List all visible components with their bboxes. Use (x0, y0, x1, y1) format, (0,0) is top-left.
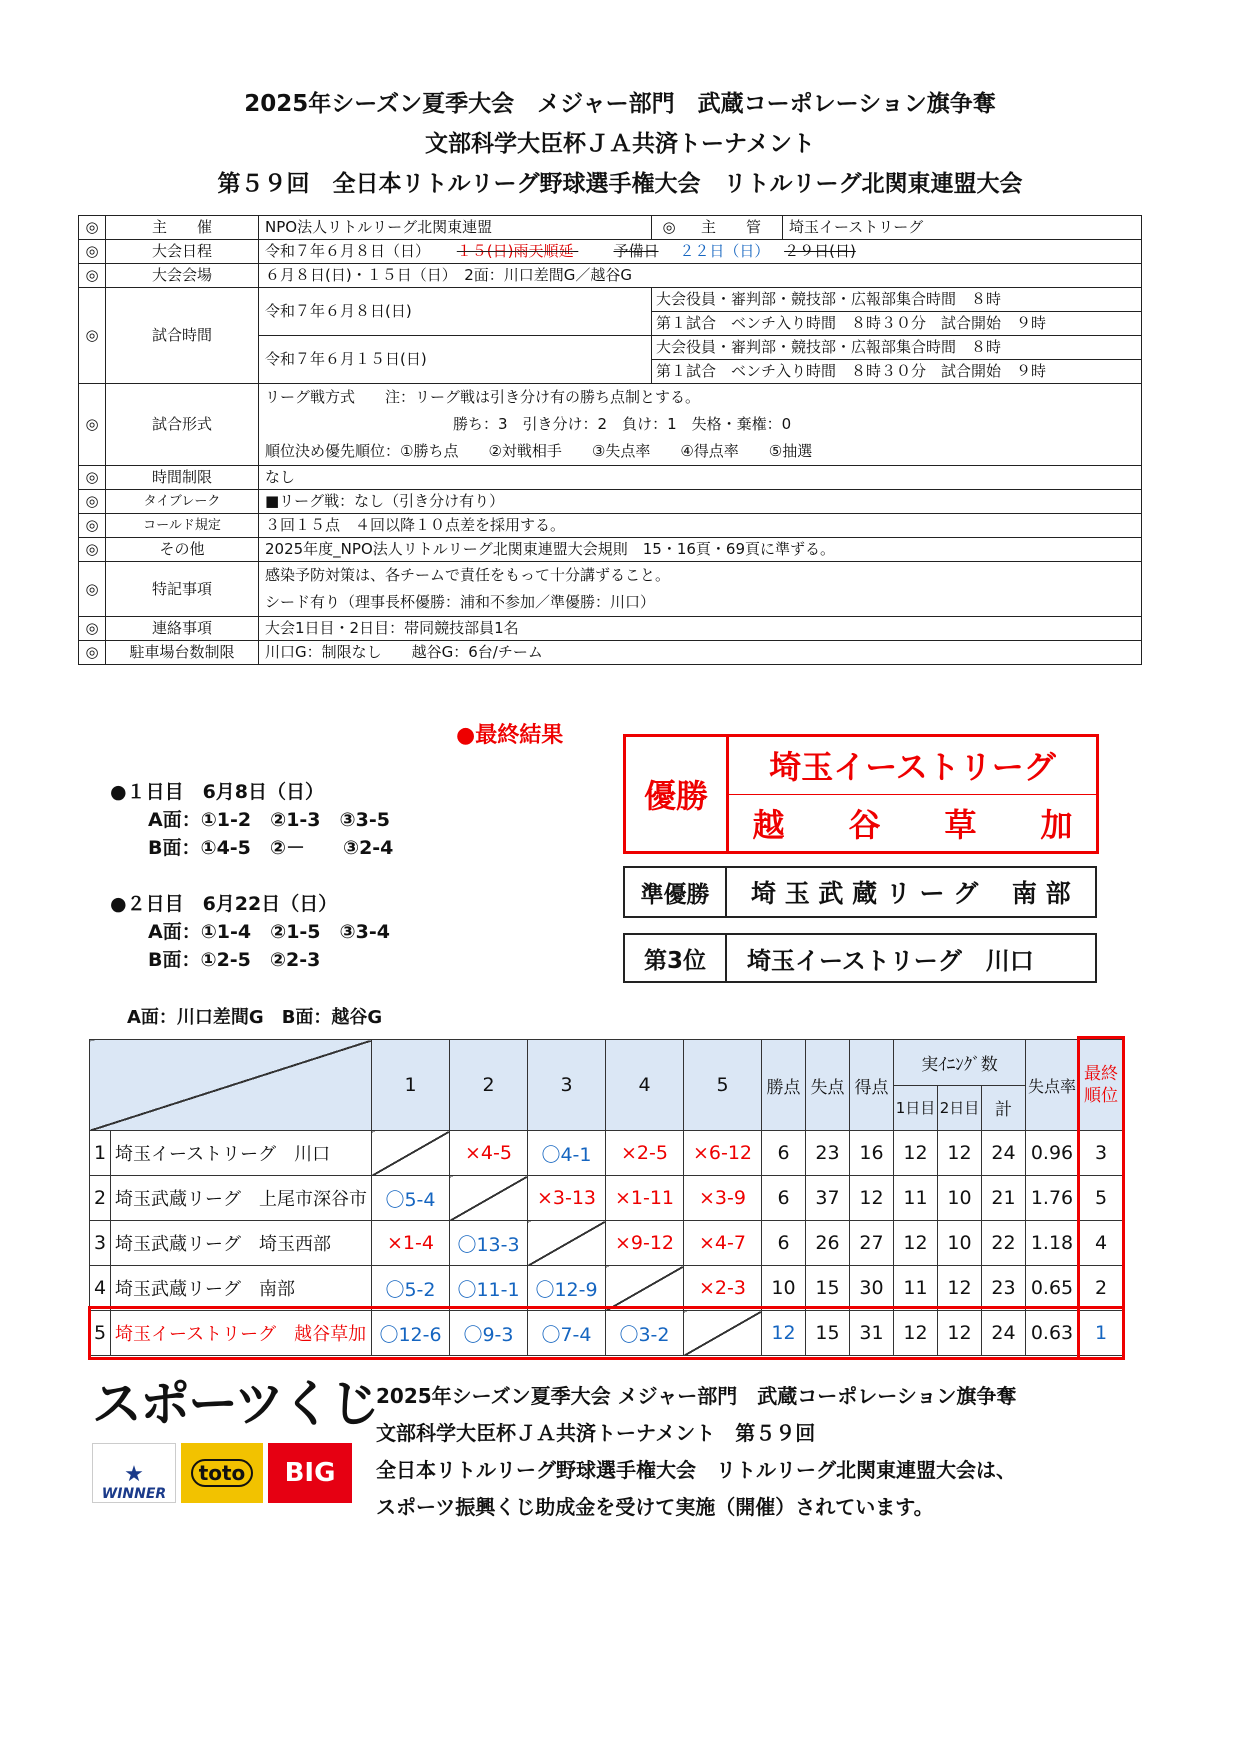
header-innings: 実ｲﾆﾝｸﾞ数 (894, 1040, 1026, 1086)
mark: ◎ (79, 288, 106, 384)
innings-day2: 12 (938, 1266, 982, 1311)
day1-field-b: B面：①4-5 ②－ ③2-4 (148, 837, 394, 859)
match-result: ×6-12 (684, 1131, 762, 1176)
day1-field-a: A面：①1-2 ②1-3 ③3-5 (148, 809, 390, 831)
date-value (259, 240, 1142, 264)
time-label: 試合時間 (106, 288, 259, 384)
run-rate: 1.18 (1026, 1221, 1079, 1266)
team-name: 埼玉イーストリーグ 川口 (111, 1131, 372, 1176)
innings-total: 22 (982, 1221, 1026, 1266)
limit-label: 時間制限 (106, 466, 259, 490)
mark: ◎ (79, 538, 106, 562)
time-day1: 令和７年６月８日(日) (259, 288, 652, 336)
date-main: 令和７年６月８日（日） (265, 242, 431, 260)
grant-line-2: 文部科学大臣杯ＪＡ共済トーナメント 第５９回 (376, 1421, 816, 1445)
notes-label: 特記事項 (106, 562, 259, 617)
organizer-label-cell (652, 216, 783, 240)
strike-line (574, 240, 614, 263)
match-result: 〇5-4 (372, 1176, 450, 1221)
header-col-4: 4 (606, 1040, 684, 1131)
champion-label: 優勝 (626, 737, 729, 851)
team-name: 埼玉武蔵リーグ 埼玉西部 (111, 1221, 372, 1266)
champion-team-league: 埼玉イーストリーグ (729, 737, 1096, 795)
runs-allowed: 15 (806, 1266, 850, 1311)
match-result: 〇3-2 (606, 1311, 684, 1356)
table-row (90, 1221, 1124, 1266)
logo-wordmark: スポーツくじ (92, 1375, 378, 1433)
called-label: コールド規定 (106, 514, 259, 538)
innings-day1: 12 (894, 1131, 938, 1176)
sports-lottery-logo (92, 1375, 378, 1503)
innings-day2: 10 (938, 1176, 982, 1221)
day1-heading: ●１日目 6月8日（日） (110, 781, 325, 803)
run-rate: 0.65 (1026, 1266, 1079, 1311)
header-runs-scored: 得点 (850, 1040, 894, 1131)
mark: ◎ (662, 218, 676, 236)
self-match-cell (528, 1221, 606, 1266)
other-value: 2025年度_NPO法人リトルリーグ北関東連盟大会規則 15・16頁・69頁に準ずる。 (259, 538, 1142, 562)
innings-day2: 12 (938, 1131, 982, 1176)
innings-day1: 12 (894, 1311, 938, 1356)
row-number: 2 (90, 1176, 111, 1221)
title-line-2: 文部科学大臣杯ＪＡ共済トーナメント (424, 131, 816, 157)
row-number: 4 (90, 1266, 111, 1311)
runs-scored: 16 (850, 1131, 894, 1176)
match-result: 〇9-3 (450, 1311, 528, 1356)
table-row (90, 1266, 1124, 1311)
other-label: その他 (106, 538, 259, 562)
points: 12 (762, 1311, 806, 1356)
self-match-cell (450, 1176, 528, 1221)
mark: ◎ (79, 466, 106, 490)
third-place-team: 埼玉イーストリーグ 川口 (747, 946, 1034, 975)
row-number: 3 (90, 1221, 111, 1266)
mark: ◎ (79, 240, 106, 264)
header-points: 勝点 (762, 1040, 806, 1131)
self-match-cell (372, 1131, 450, 1176)
header-day2: 2日目 (938, 1085, 982, 1131)
date-struck: ２９日(日) (784, 242, 856, 260)
star-icon: ★ (124, 1462, 144, 1487)
mark: ◎ (79, 264, 106, 288)
format-line-3: 順位決め優先順位：①勝ち点 ②対戦相手 ③失点率 ④得点率 ⑤抽選 (265, 442, 813, 460)
date-reserve-label: 予備日 (613, 242, 659, 260)
header-day1: 1日目 (894, 1085, 938, 1131)
toto-text: toto (191, 1459, 254, 1487)
title-line-1: 2025年シーズン夏季大会 メジャー部門 武蔵コーポレーション旗争奪 (244, 91, 996, 117)
notes-line-1: 感染予防対策は、各チームで責任をもって十分講ずること。 (265, 566, 671, 584)
match-result: 〇4-1 (528, 1131, 606, 1176)
final-rank: 3 (1079, 1131, 1124, 1176)
run-rate: 1.76 (1026, 1176, 1079, 1221)
format-line-1: リーグ戦方式 注：リーグ戦は引き分け有の勝ち点制とする。 (265, 388, 701, 406)
final-rank: 5 (1079, 1176, 1124, 1221)
notes-line-2: シード有り（理事長杯優勝：浦和不参加／準優勝：川口） (265, 593, 656, 611)
third-place-box (623, 933, 1097, 983)
match-result: ×3-13 (528, 1176, 606, 1221)
mark: ◎ (79, 216, 106, 240)
match-result: 〇5-2 (372, 1266, 450, 1311)
run-rate: 0.63 (1026, 1311, 1079, 1356)
match-result: 〇12-9 (528, 1266, 606, 1311)
mark: ◎ (79, 617, 106, 641)
day2-heading: ●２日目 6月22日（日） (110, 893, 338, 915)
match-result: ×2-5 (606, 1131, 684, 1176)
organizer-value: 埼玉イーストリーグ (783, 216, 1142, 240)
points: 6 (762, 1131, 806, 1176)
champion-team-name: 越 谷 草 加 (752, 805, 1073, 844)
date-label: 大会日程 (106, 240, 259, 264)
innings-total: 24 (982, 1131, 1026, 1176)
points: 6 (762, 1221, 806, 1266)
time-day1-line1: 大会役員・審判部・競技部・広報部集合時間 ８時 (652, 288, 1142, 312)
runs-allowed: 26 (806, 1221, 850, 1266)
runs-allowed: 37 (806, 1176, 850, 1221)
tiebreak-value: ■リーグ戦：なし（引き分け有り） (259, 490, 1142, 514)
day2-schedule (110, 890, 390, 974)
innings-day1: 12 (894, 1221, 938, 1266)
champion-box (623, 734, 1099, 854)
called-value: ３回１５点 ４回以降１０点差を採用する。 (259, 514, 1142, 538)
header-col-2: 2 (450, 1040, 528, 1131)
self-match-cell (606, 1266, 684, 1311)
mark: ◎ (79, 490, 106, 514)
header-col-3: 3 (528, 1040, 606, 1131)
standings-table (89, 1039, 1124, 1356)
header-col-5: 5 (684, 1040, 762, 1131)
runner-up-team: 埼 玉 武 蔵 リ ー グ 南 部 (751, 879, 1071, 908)
self-match-cell (684, 1311, 762, 1356)
limit-value: なし (259, 466, 1142, 490)
final-rank: 4 (1079, 1221, 1124, 1266)
day1-schedule (110, 778, 393, 862)
title-line-3: 第５９回 全日本リトルリーグ野球選手権大会 リトルリーグ北関東連盟大会 (217, 171, 1023, 197)
host-value: NPO法人リトルリーグ北関東連盟 (259, 216, 652, 240)
parking-value: 川口G：制限なし 越谷G：6台/チーム (259, 641, 1142, 665)
time-day1-line2: 第１試合 ベンチ入り時間 ８時３０分 試合開始 ９時 (652, 312, 1142, 336)
day2-field-b: B面：①2-5 ②2-3 (148, 949, 321, 971)
match-result: ×1-4 (372, 1221, 450, 1266)
runs-allowed: 15 (806, 1311, 850, 1356)
time-day2: 令和７年６月１５日(日) (259, 336, 652, 384)
match-result: 〇13-3 (450, 1221, 528, 1266)
innings-total: 21 (982, 1176, 1026, 1221)
contact-label: 連絡事項 (106, 617, 259, 641)
team-name: 埼玉武蔵リーグ 南部 (111, 1266, 372, 1311)
contact-value: 大会1日目・2日目：帯同競技部員1名 (259, 617, 1142, 641)
winner-logo (92, 1443, 176, 1503)
organizer-label: 主 管 (700, 218, 761, 236)
venue-value: ６月８日(日)・１５日（日） 2面：川口差間G／越谷G (259, 264, 1142, 288)
header-total: 計 (982, 1085, 1026, 1131)
table-row (90, 1311, 1124, 1356)
format-line-2: 勝ち：3 引き分け：2 負け：1 失格・棄権：0 (453, 415, 792, 433)
date-postponed: １５(日)雨天順延 (456, 242, 574, 260)
big-text: BIG (284, 1458, 336, 1488)
team-name: 埼玉イーストリーグ 越谷草加 (111, 1311, 372, 1356)
final-results-title: ●最終結果 (456, 723, 564, 748)
match-result: ×4-7 (684, 1221, 762, 1266)
venue-label: 大会会場 (106, 264, 259, 288)
match-result: ×1-11 (606, 1176, 684, 1221)
final-rank: 1 (1079, 1311, 1124, 1356)
header-rate: 失点率 (1026, 1040, 1079, 1131)
header-final-rank: 最終順位 (1079, 1040, 1124, 1131)
host-label: 主 催 (106, 216, 259, 240)
grant-line-4: スポーツ振興くじ助成金を受けて実施（開催）されています。 (376, 1495, 934, 1519)
time-day2-line2: 第１試合 ベンチ入り時間 ８時３０分 試合開始 ９時 (652, 360, 1142, 384)
mark: ◎ (79, 384, 106, 466)
grant-notice (376, 1378, 1016, 1526)
final-rank: 2 (1079, 1266, 1124, 1311)
run-rate: 0.96 (1026, 1131, 1079, 1176)
match-result: 〇12-6 (372, 1311, 450, 1356)
mark: ◎ (79, 641, 106, 665)
runner-up-label: 準優勝 (625, 868, 727, 916)
header-diagonal-cell (90, 1040, 372, 1131)
mark: ◎ (79, 514, 106, 538)
match-result: ×9-12 (606, 1221, 684, 1266)
innings-total: 24 (982, 1311, 1026, 1356)
header-col-1: 1 (372, 1040, 450, 1131)
runs-scored: 27 (850, 1221, 894, 1266)
runner-up-box (623, 866, 1097, 918)
innings-day2: 12 (938, 1311, 982, 1356)
points: 6 (762, 1176, 806, 1221)
innings-day1: 11 (894, 1266, 938, 1311)
tiebreak-label: タイブレーク (106, 490, 259, 514)
grant-line-1: 2025年シーズン夏季大会 メジャー部門 武蔵コーポレーション旗争奪 (376, 1384, 1017, 1408)
tournament-info-table (78, 215, 1142, 665)
format-label: 試合形式 (106, 384, 259, 466)
match-result: 〇7-4 (528, 1311, 606, 1356)
field-assignment-note: A面：川口差間G B面：越谷G (127, 1007, 383, 1028)
innings-total: 23 (982, 1266, 1026, 1311)
runs-allowed: 23 (806, 1131, 850, 1176)
date-new: ２２日（日） (679, 242, 770, 260)
runs-scored: 12 (850, 1176, 894, 1221)
document-titles (0, 84, 1240, 204)
team-name: 埼玉武蔵リーグ 上尾市深谷市 (111, 1176, 372, 1221)
match-result: ×4-5 (450, 1131, 528, 1176)
innings-day2: 10 (938, 1221, 982, 1266)
points: 10 (762, 1266, 806, 1311)
format-value (259, 384, 1142, 466)
header-runs-allowed: 失点 (806, 1040, 850, 1131)
parking-label: 駐車場台数制限 (106, 641, 259, 665)
time-day2-line1: 大会役員・審判部・競技部・広報部集合時間 ８時 (652, 336, 1142, 360)
table-row (90, 1131, 1124, 1176)
innings-day1: 11 (894, 1176, 938, 1221)
match-result: 〇11-1 (450, 1266, 528, 1311)
grant-line-3: 全日本リトルリーグ野球選手権大会 リトルリーグ北関東連盟大会は、 (376, 1458, 1016, 1482)
day2-field-a: A面：①1-4 ②1-5 ③3-4 (148, 921, 390, 943)
standings-body (90, 1131, 1124, 1356)
logo-badges (92, 1443, 378, 1503)
toto-logo (181, 1443, 263, 1503)
table-row (90, 1176, 1124, 1221)
match-result: ×2-3 (684, 1266, 762, 1311)
match-result: ×3-9 (684, 1176, 762, 1221)
big-logo (268, 1443, 352, 1503)
notes-value (259, 562, 1142, 617)
mark: ◎ (79, 562, 106, 617)
winner-text: WINNER (101, 1486, 167, 1502)
runs-scored: 31 (850, 1311, 894, 1356)
row-number: 1 (90, 1131, 111, 1176)
row-number: 5 (90, 1311, 111, 1356)
runs-scored: 30 (850, 1266, 894, 1311)
third-place-label: 第3位 (625, 935, 727, 981)
champion-team (729, 737, 1096, 851)
